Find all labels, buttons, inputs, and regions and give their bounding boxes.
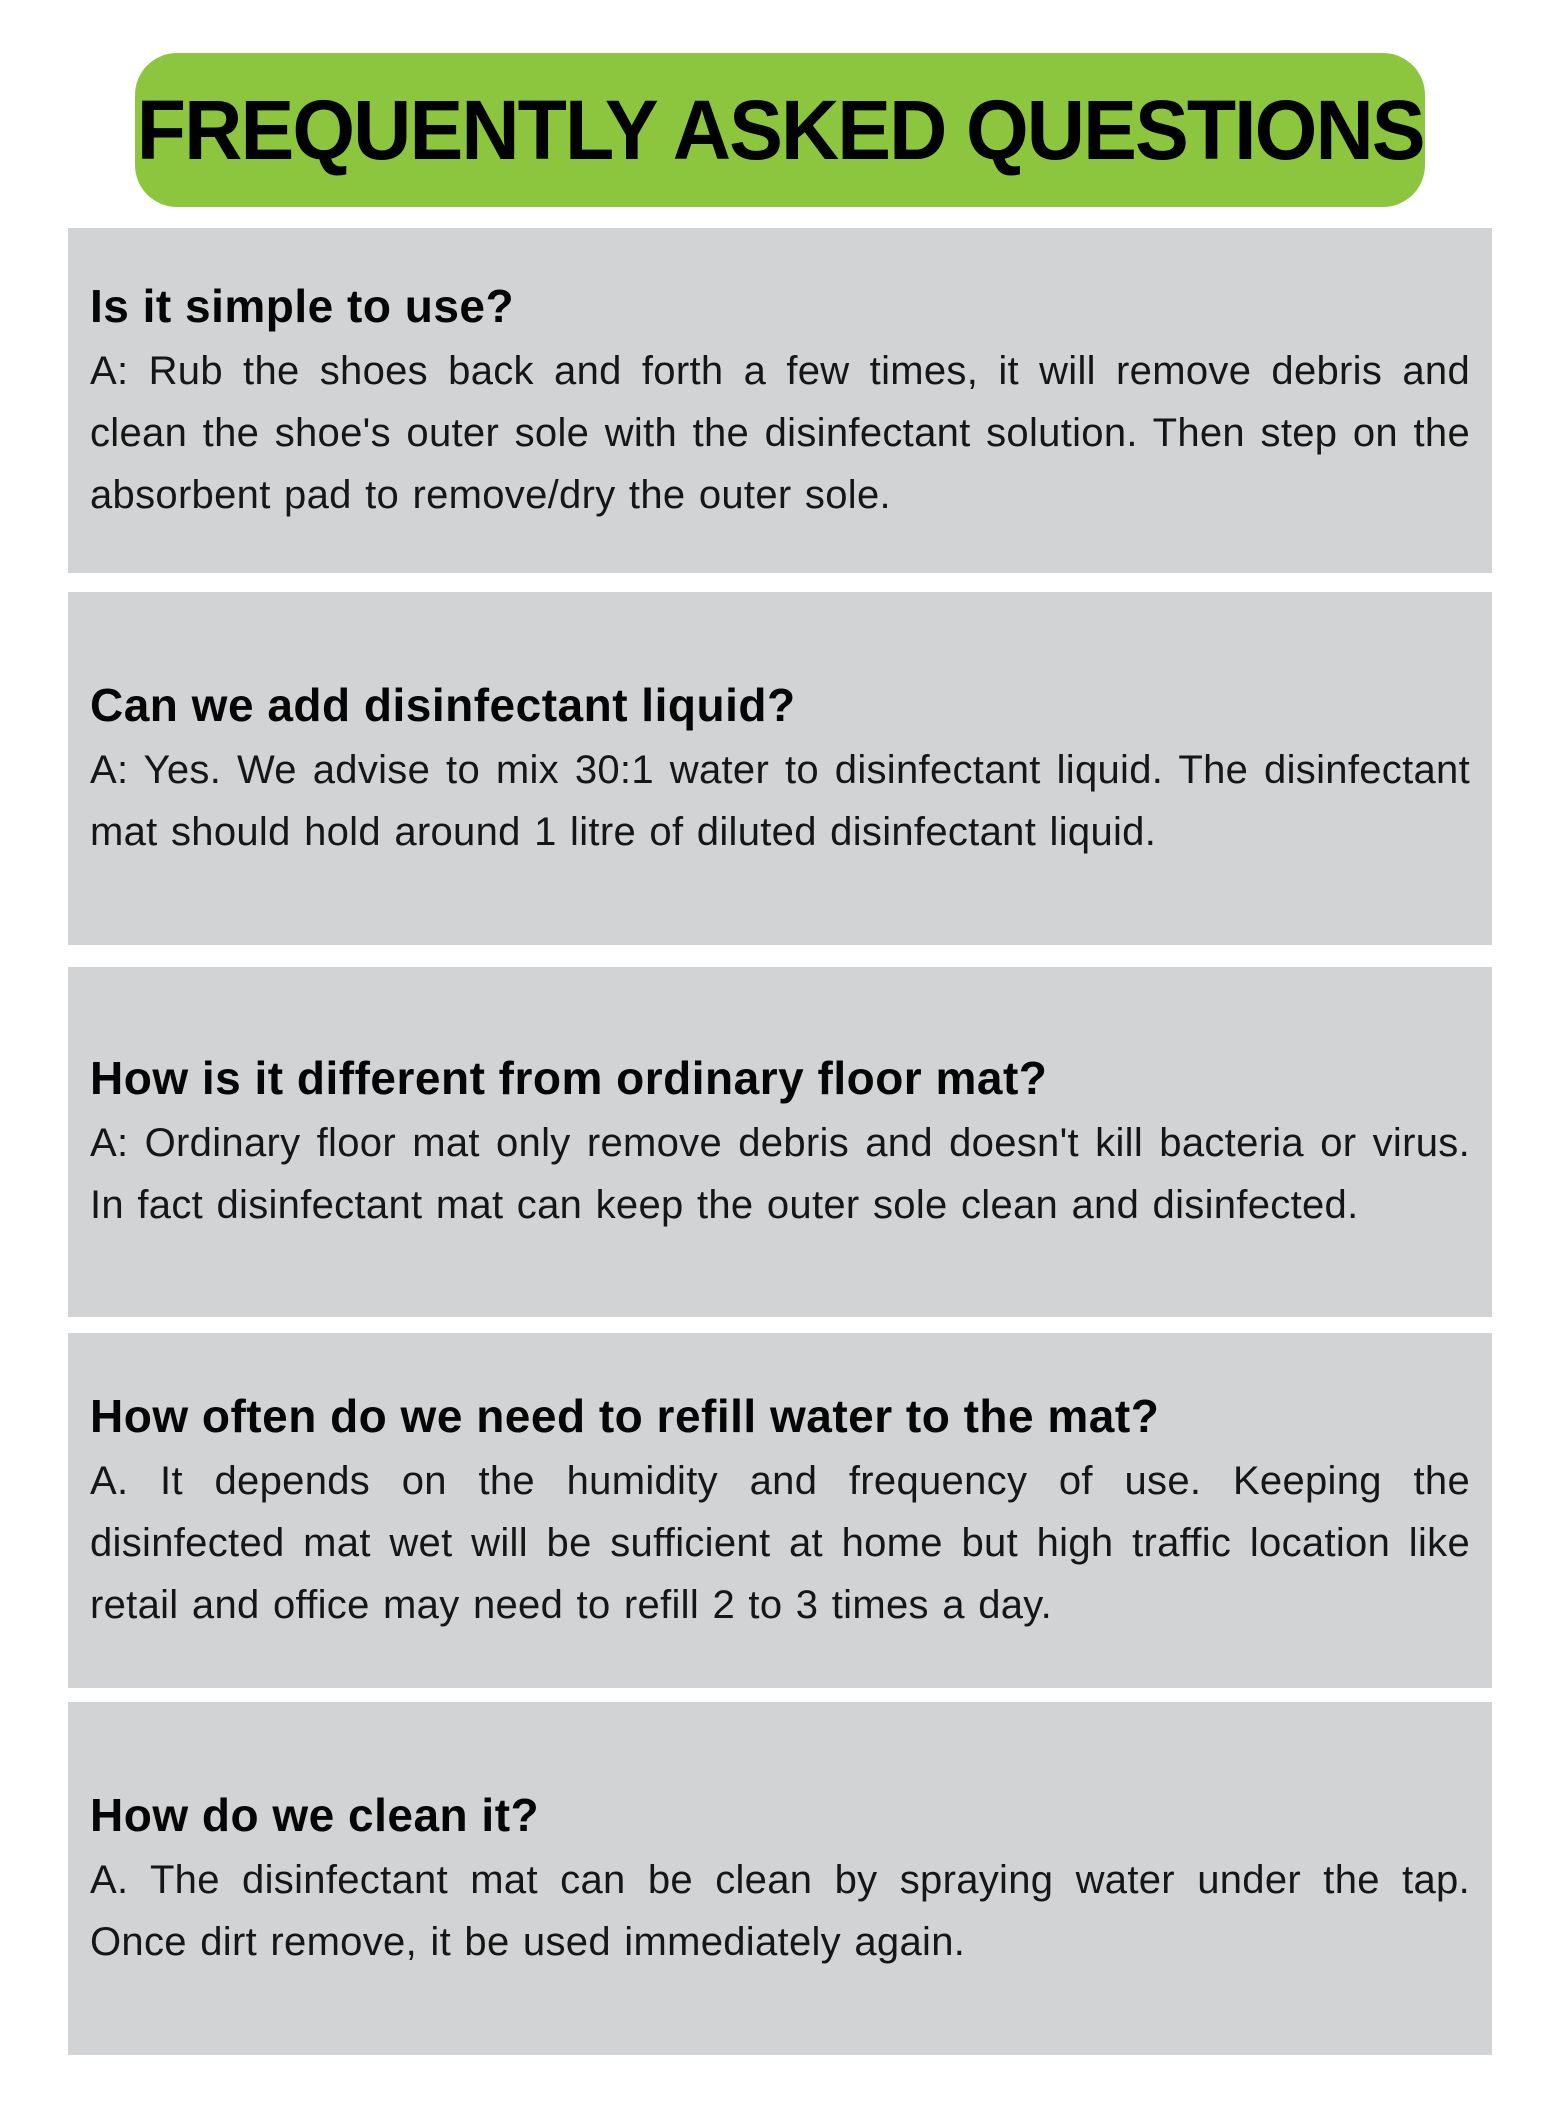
faq-answer: A: Ordinary floor mat only remove debris and doesn't kill bacteria or virus. In fact disinfectant mat can keep the outer sole clean and disinfected. <box>90 1121 1470 1227</box>
faq-item <box>68 228 1492 573</box>
faq-question: How do we clean it? <box>90 1788 540 1841</box>
faq-answer: A: Rub the shoes back and forth a few times, it will remove debris and clean the shoe's outer sole with the disinfectant solution. Then step on the absorbent pad to remove/dry the outer sole. <box>90 348 1470 517</box>
faq-item <box>68 1702 1492 2055</box>
faq-item <box>68 592 1492 945</box>
faq-item <box>68 1333 1492 1688</box>
faq-question: How often do we need to refill water to the mat? <box>90 1389 1160 1442</box>
faq-question: Is it simple to use? <box>90 279 515 332</box>
faq-item <box>68 967 1492 1317</box>
faq-answer: A: Yes. We advise to mix 30:1 water to disinfectant liquid. The disinfectant mat should hold around 1 litre of diluted disinfectant liquid. <box>90 747 1470 854</box>
faq-answer: A. It depends on the humidity and frequency of use. Keeping the disinfected mat wet will be sufficient at home but high traffic location like retail and office may need to refill 2 to 3 times a day. <box>90 1458 1470 1627</box>
faq-question: Can we add disinfectant liquid? <box>90 678 796 731</box>
faq-answer: A. The disinfectant mat can be clean by spraying water under the tap. Once dirt remove, it be used immediately again. <box>90 1857 1470 1964</box>
page-title: FREQUENTLY ASKED QUESTIONS <box>136 82 1424 177</box>
faq-question: How is it different from ordinary floor mat? <box>90 1052 1048 1104</box>
faq-list <box>68 228 1492 2055</box>
faq-header-banner <box>135 53 1425 207</box>
